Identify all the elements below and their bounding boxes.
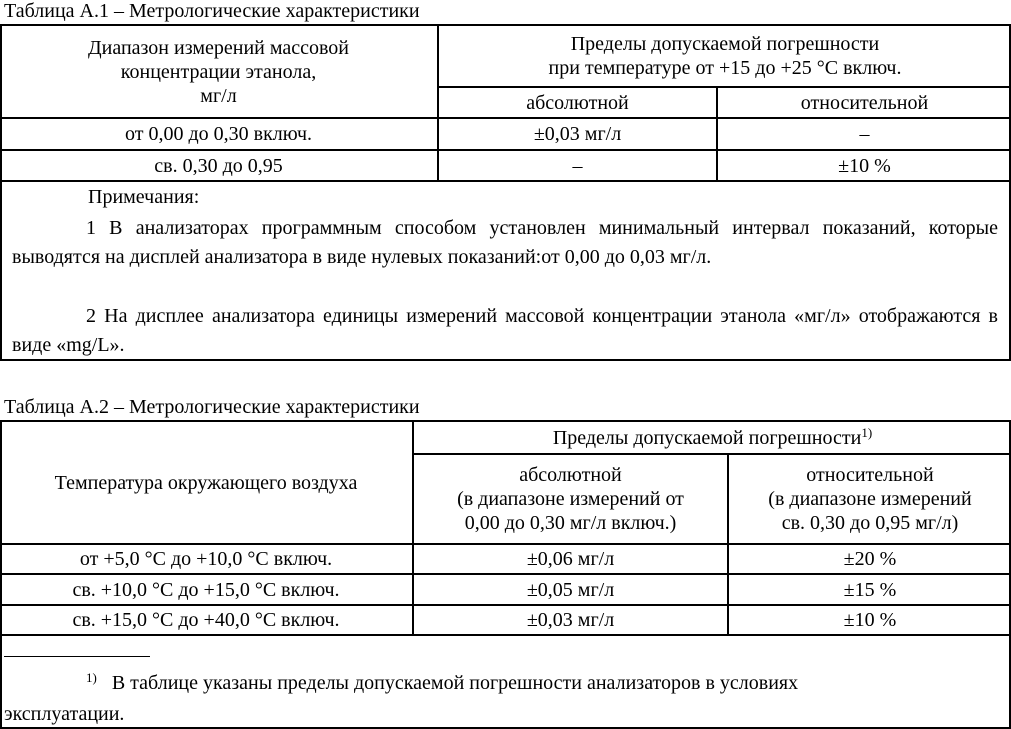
table1-header-absolute: абсолютной	[526, 91, 629, 114]
table1-row2-range: св. 0,30 до 0,95	[154, 154, 283, 177]
table2-row2-absolute: ±0,05 мг/л	[526, 578, 615, 601]
table2-row1-relative: ±20 %	[843, 548, 897, 570]
header-limits-text: Пределы допускаемой погрешности	[552, 427, 862, 449]
table2-row1-temperature: от +5,0 °С до +10,0 °С включ.	[79, 548, 333, 570]
header-relative-line1: относительной	[806, 464, 934, 486]
table1-note2: 2 На дисплее анализатора единицы измерений массовой концентрации этанола «мг/л» отображаются в виде «mg/L».	[12, 305, 998, 356]
table1-notes-title: Примечания:	[88, 186, 200, 208]
table1-caption: Таблица А.1 – Метрологические характеристики	[4, 0, 420, 22]
table1-header-limits	[439, 26, 1011, 86]
footnote-mark: 1)	[86, 670, 97, 685]
header-absolute-line1: абсолютной	[519, 464, 622, 486]
header-absolute-line2: (в диапазоне измерений от	[457, 488, 684, 510]
table2-row1-absolute: ±0,06 мг/л	[526, 548, 615, 570]
table1-row1-range: от 0,00 до 0,30 включ.	[124, 123, 313, 145]
table1-row1-relative: –	[859, 123, 870, 145]
table1-note1: 1 В анализаторах программным способом установлен минимальный интервал показаний, которые выводятся на дисплей анализатора в виде нулевых показаний:от 0,00 до 0,03 мг/л.	[12, 217, 998, 268]
footnote-separator	[4, 656, 150, 657]
table2-row3-temperature: св. +15,0 °С до +40,0 °С включ.	[72, 609, 340, 631]
table2-footnote-line2: эксплуатации.	[4, 703, 125, 725]
table1-row2-relative: ±10 %	[838, 154, 891, 177]
table2-header-temperature: Температура окружающего воздуха	[54, 471, 358, 494]
table2-footnote-line1	[86, 669, 998, 698]
header-range-line2: концентрации этанола,	[120, 60, 317, 83]
table1-row2-absolute: –	[572, 154, 583, 177]
header-relative-line2: (в диапазоне измерений	[768, 488, 972, 510]
header-limits-line2: при температуре от +15 до +25 °С включ.	[548, 57, 902, 79]
header-relative-line3: св. 0,30 до 0,95 мг/л)	[781, 512, 959, 534]
header-range-line3: мг/л	[200, 84, 237, 107]
table2-row3-absolute: ±0,03 мг/л	[526, 609, 615, 631]
header-range-line1: Диапазон измерений массовой	[87, 36, 350, 59]
table2-caption: Таблица А.2 – Метрологические характеристики	[4, 396, 420, 418]
table1-divider	[0, 180, 1011, 182]
table2-header-relative	[729, 455, 1011, 543]
table2-row3-relative: ±10 %	[843, 609, 897, 631]
header-absolute-line3: 0,00 до 0,30 мг/л включ.)	[464, 512, 677, 534]
table2-header-absolute	[414, 455, 727, 543]
table1-header-relative: относительной	[800, 91, 929, 114]
footnote-text-line1: В таблице указаны пределы допускаемой погрешности анализаторов в условиях	[111, 672, 799, 694]
footnote-ref: 1)	[861, 425, 873, 440]
table1-header-range	[0, 26, 437, 117]
table2-row2-temperature: св. +10,0 °С до +15,0 °С включ.	[72, 578, 340, 601]
table2-row2-relative: ±15 %	[843, 578, 897, 601]
table1-row1-absolute: ±0,03 мг/л	[533, 123, 622, 145]
header-limits-line1: Пределы допускаемой погрешности	[570, 33, 880, 55]
table2-divider	[0, 634, 1011, 636]
table2-header-limits	[414, 422, 1011, 453]
